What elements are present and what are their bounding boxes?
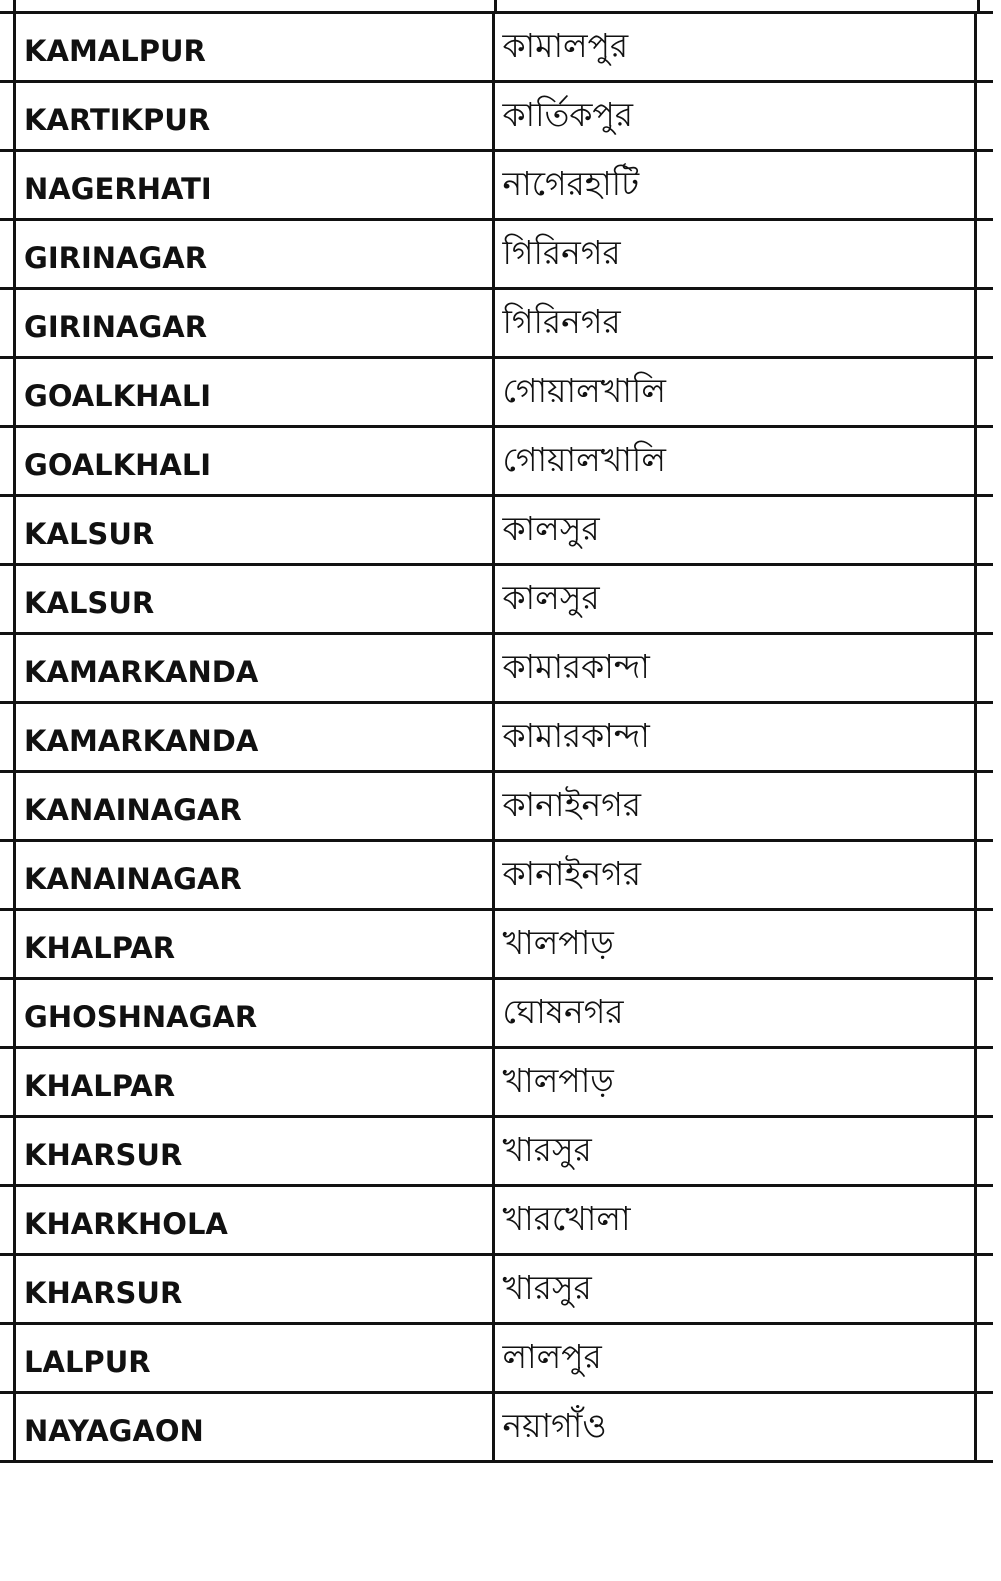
- bengali-name-cell: গোয়ালখালি: [494, 427, 975, 496]
- row-tail-cell: [975, 496, 993, 565]
- english-name-cell: KAMALPUR: [15, 13, 494, 82]
- row-tail-cell: [975, 1186, 993, 1255]
- bengali-name-cell: কালসুর: [494, 565, 975, 634]
- table-row: [0, 772, 993, 841]
- english-name-cell: NAYAGAON: [15, 1393, 494, 1462]
- bengali-name-cell: নয়াগাঁও: [494, 1393, 975, 1462]
- table-row: [0, 1255, 993, 1324]
- english-name-cell: KALSUR: [15, 565, 494, 634]
- table-row: [0, 1393, 993, 1462]
- bengali-name-cell: কালসুর: [494, 496, 975, 565]
- row-margin-cell: [0, 289, 15, 358]
- row-margin-cell: [0, 1255, 15, 1324]
- english-name-cell: KANAINAGAR: [15, 841, 494, 910]
- row-margin-cell: [0, 910, 15, 979]
- table-row: [0, 220, 993, 289]
- bengali-name-cell: খারসুর: [494, 1255, 975, 1324]
- table-row: [0, 841, 993, 910]
- row-tail-cell: [975, 1117, 993, 1186]
- english-name-cell: KAMARKANDA: [15, 634, 494, 703]
- table-row: [0, 1186, 993, 1255]
- row-tail-cell: [975, 1048, 993, 1117]
- row-tail-cell: [975, 565, 993, 634]
- row-margin-cell: [0, 703, 15, 772]
- bengali-name-cell: খালপাড়: [494, 910, 975, 979]
- bengali-name-cell: ঘোষনগর: [494, 979, 975, 1048]
- english-name-cell: KANAINAGAR: [15, 772, 494, 841]
- table-row: [0, 910, 993, 979]
- row-tail-cell: [975, 427, 993, 496]
- english-name-cell: KHARSUR: [15, 1255, 494, 1324]
- english-name-cell: NAGERHATI: [15, 151, 494, 220]
- bengali-name-cell: কানাইনগর: [494, 772, 975, 841]
- row-margin-cell: [0, 82, 15, 151]
- table-row: [0, 13, 993, 82]
- row-margin-cell: [0, 358, 15, 427]
- english-name-cell: GIRINAGAR: [15, 220, 494, 289]
- english-name-cell: KALSUR: [15, 496, 494, 565]
- row-margin-cell: [0, 1048, 15, 1117]
- bengali-name-cell: লালপুর: [494, 1324, 975, 1393]
- row-tail-cell: [975, 772, 993, 841]
- row-margin-cell: [0, 1324, 15, 1393]
- row-tail-cell: [975, 82, 993, 151]
- bengali-name-cell: নাগেরহাটি: [494, 151, 975, 220]
- english-name-cell: GIRINAGAR: [15, 289, 494, 358]
- table-row: [0, 1324, 993, 1393]
- table-row: [0, 1117, 993, 1186]
- village-name-table: [0, 11, 993, 1463]
- english-name-cell: KHALPAR: [15, 1048, 494, 1117]
- table-row: [0, 1048, 993, 1117]
- table-row: [0, 979, 993, 1048]
- row-margin-cell: [0, 979, 15, 1048]
- row-margin-cell: [0, 220, 15, 289]
- row-margin-cell: [0, 1117, 15, 1186]
- row-tail-cell: [975, 979, 993, 1048]
- row-tail-cell: [975, 220, 993, 289]
- bengali-name-cell: গিরিনগর: [494, 220, 975, 289]
- bengali-name-cell: খালপাড়: [494, 1048, 975, 1117]
- table-row: [0, 151, 993, 220]
- bengali-name-cell: কামারকান্দা: [494, 703, 975, 772]
- row-tail-cell: [975, 703, 993, 772]
- english-name-cell: GOALKHALI: [15, 358, 494, 427]
- table-row: [0, 358, 993, 427]
- row-tail-cell: [975, 358, 993, 427]
- english-name-cell: GOALKHALI: [15, 427, 494, 496]
- row-tail-cell: [975, 289, 993, 358]
- row-tail-cell: [975, 1393, 993, 1462]
- table-row: [0, 703, 993, 772]
- table-body: [0, 13, 993, 1462]
- english-name-cell: LALPUR: [15, 1324, 494, 1393]
- row-tail-cell: [975, 841, 993, 910]
- row-margin-cell: [0, 1393, 15, 1462]
- table-row: [0, 634, 993, 703]
- row-tail-cell: [975, 634, 993, 703]
- row-tail-cell: [975, 151, 993, 220]
- english-name-cell: GHOSHNAGAR: [15, 979, 494, 1048]
- row-margin-cell: [0, 1186, 15, 1255]
- english-name-cell: KHARKHOLA: [15, 1186, 494, 1255]
- row-margin-cell: [0, 13, 15, 82]
- bengali-name-cell: কার্তিকপুর: [494, 82, 975, 151]
- row-margin-cell: [0, 565, 15, 634]
- english-name-cell: KHALPAR: [15, 910, 494, 979]
- bengali-name-cell: কামারকান্দা: [494, 634, 975, 703]
- row-margin-cell: [0, 634, 15, 703]
- table-row: [0, 496, 993, 565]
- row-tail-cell: [975, 910, 993, 979]
- row-margin-cell: [0, 496, 15, 565]
- bengali-name-cell: গিরিনগর: [494, 289, 975, 358]
- row-margin-cell: [0, 151, 15, 220]
- bengali-name-cell: গোয়ালখালি: [494, 358, 975, 427]
- table-row: [0, 289, 993, 358]
- table-row: [0, 565, 993, 634]
- table-row: [0, 427, 993, 496]
- english-name-cell: KAMARKANDA: [15, 703, 494, 772]
- table-row: [0, 82, 993, 151]
- bengali-name-cell: কানাইনগর: [494, 841, 975, 910]
- row-margin-cell: [0, 841, 15, 910]
- bengali-name-cell: কামালপুর: [494, 13, 975, 82]
- bengali-name-cell: খারখোলা: [494, 1186, 975, 1255]
- row-tail-cell: [975, 1255, 993, 1324]
- bengali-name-cell: খারসুর: [494, 1117, 975, 1186]
- row-tail-cell: [975, 13, 993, 82]
- row-margin-cell: [0, 772, 15, 841]
- english-name-cell: KARTIKPUR: [15, 82, 494, 151]
- english-name-cell: KHARSUR: [15, 1117, 494, 1186]
- row-margin-cell: [0, 427, 15, 496]
- row-tail-cell: [975, 1324, 993, 1393]
